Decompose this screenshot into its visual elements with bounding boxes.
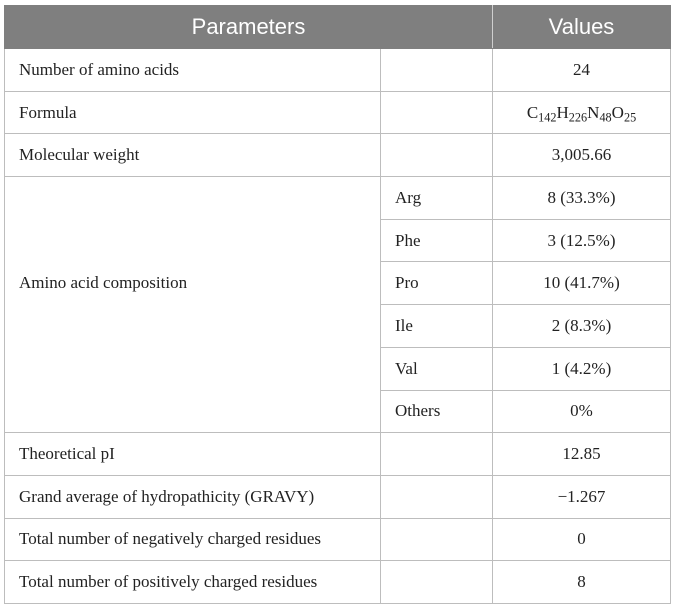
formula-c-count: 142 bbox=[538, 110, 557, 125]
composition-row bbox=[5, 219, 671, 262]
param-value: −1.267 bbox=[493, 475, 671, 518]
param-label: Total number of negatively charged residues bbox=[5, 518, 381, 561]
empty-cell bbox=[381, 91, 493, 134]
residue-value: 1 (4.2%) bbox=[493, 347, 671, 390]
residue-label: Phe bbox=[381, 219, 493, 262]
table-row bbox=[5, 91, 671, 134]
residue-label: Val bbox=[381, 347, 493, 390]
composition-row bbox=[5, 262, 671, 305]
empty-cell bbox=[5, 347, 381, 390]
composition-row bbox=[5, 177, 671, 220]
formula-c: C bbox=[526, 102, 539, 122]
formula-h-count: 226 bbox=[568, 110, 588, 125]
empty-cell bbox=[381, 433, 493, 476]
header-values: Values bbox=[493, 6, 671, 49]
empty-cell bbox=[381, 49, 493, 92]
composition-row bbox=[5, 390, 671, 433]
residue-label: Arg bbox=[381, 177, 493, 220]
param-label: Formula bbox=[5, 91, 381, 134]
empty-cell bbox=[5, 177, 381, 220]
table-row bbox=[5, 475, 671, 518]
empty-cell bbox=[5, 219, 381, 262]
table-row bbox=[5, 134, 671, 177]
empty-cell bbox=[5, 305, 381, 348]
table-row bbox=[5, 433, 671, 476]
residue-value: 0% bbox=[493, 390, 671, 433]
param-label: Grand average of hydropathicity (GRAVY) bbox=[5, 475, 381, 518]
empty-cell bbox=[5, 390, 381, 433]
formula-value bbox=[493, 91, 671, 134]
residue-label: Ile bbox=[381, 305, 493, 348]
formula-o: O bbox=[611, 102, 624, 122]
table-row bbox=[5, 49, 671, 92]
param-label: Molecular weight bbox=[5, 134, 381, 177]
composition-row bbox=[5, 305, 671, 348]
table-row bbox=[5, 518, 671, 561]
empty-cell bbox=[381, 561, 493, 604]
residue-value: 3 (12.5%) bbox=[493, 219, 671, 262]
residue-label: Pro bbox=[381, 262, 493, 305]
param-value: 24 bbox=[493, 49, 671, 92]
param-label: Number of amino acids bbox=[5, 49, 381, 92]
formula-o-count: 25 bbox=[623, 110, 637, 125]
param-label: Theoretical pI bbox=[5, 433, 381, 476]
formula-h: H bbox=[556, 102, 569, 122]
param-value: 12.85 bbox=[493, 433, 671, 476]
empty-cell bbox=[381, 475, 493, 518]
formula-n-count: 48 bbox=[599, 110, 612, 125]
composition-label: Amino acid composition bbox=[5, 262, 381, 305]
residue-value: 8 (33.3%) bbox=[493, 177, 671, 220]
param-value: 8 bbox=[493, 561, 671, 604]
param-value: 0 bbox=[493, 518, 671, 561]
residue-value: 10 (41.7%) bbox=[493, 262, 671, 305]
composition-row bbox=[5, 347, 671, 390]
empty-cell bbox=[381, 518, 493, 561]
parameters-table bbox=[4, 5, 671, 604]
param-value: 3,005.66 bbox=[493, 134, 671, 177]
formula-n: N bbox=[587, 102, 600, 122]
residue-label: Others bbox=[381, 390, 493, 433]
empty-cell bbox=[381, 134, 493, 177]
header-parameters: Parameters bbox=[5, 6, 493, 49]
table-header-row bbox=[5, 6, 671, 49]
table-row bbox=[5, 561, 671, 604]
residue-value: 2 (8.3%) bbox=[493, 305, 671, 348]
param-label: Total number of positively charged residues bbox=[5, 561, 381, 604]
